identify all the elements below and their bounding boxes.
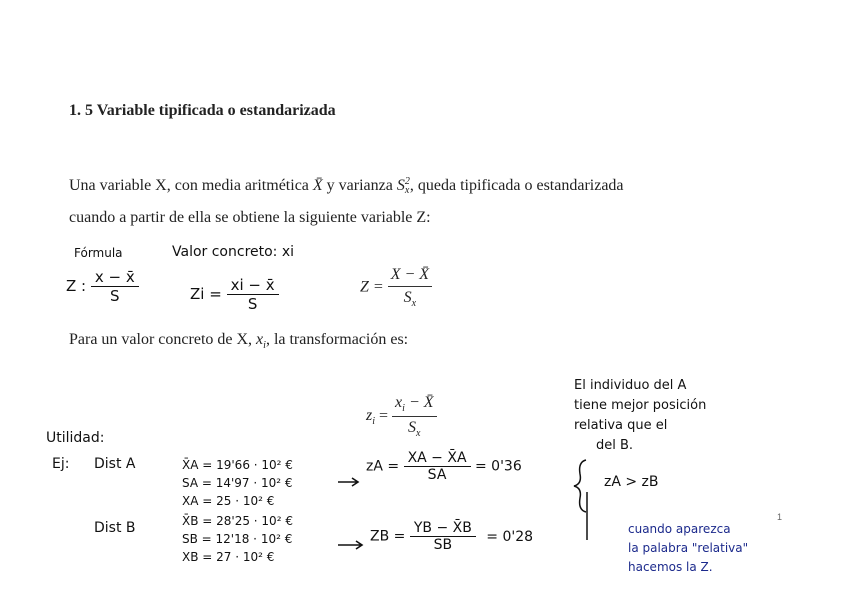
concrete-formula-numerator: $x_i$ − X̄ xyxy=(392,394,436,417)
hw-brace xyxy=(574,460,586,512)
hw-za-formula: zA = $\frac{XA - X̄A}{SA}$ = 0'36 xyxy=(366,450,522,483)
intro-text-line2: cuando a partir de ella se obtiene la siguiente variable Z: xyxy=(69,209,431,226)
hw-note: El individuo del A tiene mejor posición relativa que el del B. xyxy=(574,378,707,453)
hw-arrow-b xyxy=(338,541,362,549)
hw-arrow-a xyxy=(338,478,358,486)
hw-ej: Ej: xyxy=(52,456,70,472)
concrete-formula-eq: = xyxy=(379,407,389,425)
hw-dist-b: Dist B xyxy=(94,520,136,536)
intro-text-1: Una variable X, con media aritmética xyxy=(69,177,313,194)
concrete-formula-lhs: $z_i$ xyxy=(366,407,376,428)
concrete-symbol: $x_i$ xyxy=(256,331,266,352)
hw-dist-b-values: X̄B = 28'25 · 10² € SB = 12'18 · 10² € XB = 27 · 10² € xyxy=(182,514,293,564)
section-heading: 1. 5 Variable tipificada o estandarizada xyxy=(69,102,336,119)
variance-symbol: S 2 x xyxy=(396,176,410,197)
hw-concrete-label: Valor concreto: xi xyxy=(172,244,295,260)
hw-zb-formula: ZB = $\frac{YB - X̄B}{SB}$ = 0'28 xyxy=(370,520,534,553)
hw-conclusion: zA > zB xyxy=(604,474,659,490)
formula-denominator: $S_x$ xyxy=(403,289,417,310)
intro-text-3: , queda tipificada o estandarizada xyxy=(409,177,624,194)
formula-numerator: X − X̄ xyxy=(388,266,432,287)
hw-concrete-formula: Zi = $\frac{xi - x̄}{S}$ xyxy=(190,276,279,313)
intro-text-2: y varianza xyxy=(322,177,397,194)
hw-formula-label: Fórmula xyxy=(74,246,123,260)
hw-utilidad: Utilidad: xyxy=(46,430,105,446)
mean-symbol: X̄ xyxy=(312,177,323,194)
hw-formula: Z : $\frac{x - x̄}{S}$ xyxy=(66,268,139,305)
concrete-text-1: Para un valor concreto de X, xyxy=(69,331,257,348)
concrete-text-2: , la transformación es: xyxy=(265,331,409,348)
hw-blue-note: cuando aparezca la palabra "relativa" hacemos la Z. xyxy=(628,522,749,574)
hw-dist-a-values: X̄A = 19'66 · 10² € SA = 14'97 · 10² € XA = 25 · 10² € xyxy=(182,458,293,508)
hw-dist-a: Dist A xyxy=(94,456,136,472)
formula-lhs: Z = xyxy=(360,278,384,296)
concrete-formula-denominator: $S_x$ xyxy=(408,419,421,440)
page-number: 1 xyxy=(777,512,783,522)
